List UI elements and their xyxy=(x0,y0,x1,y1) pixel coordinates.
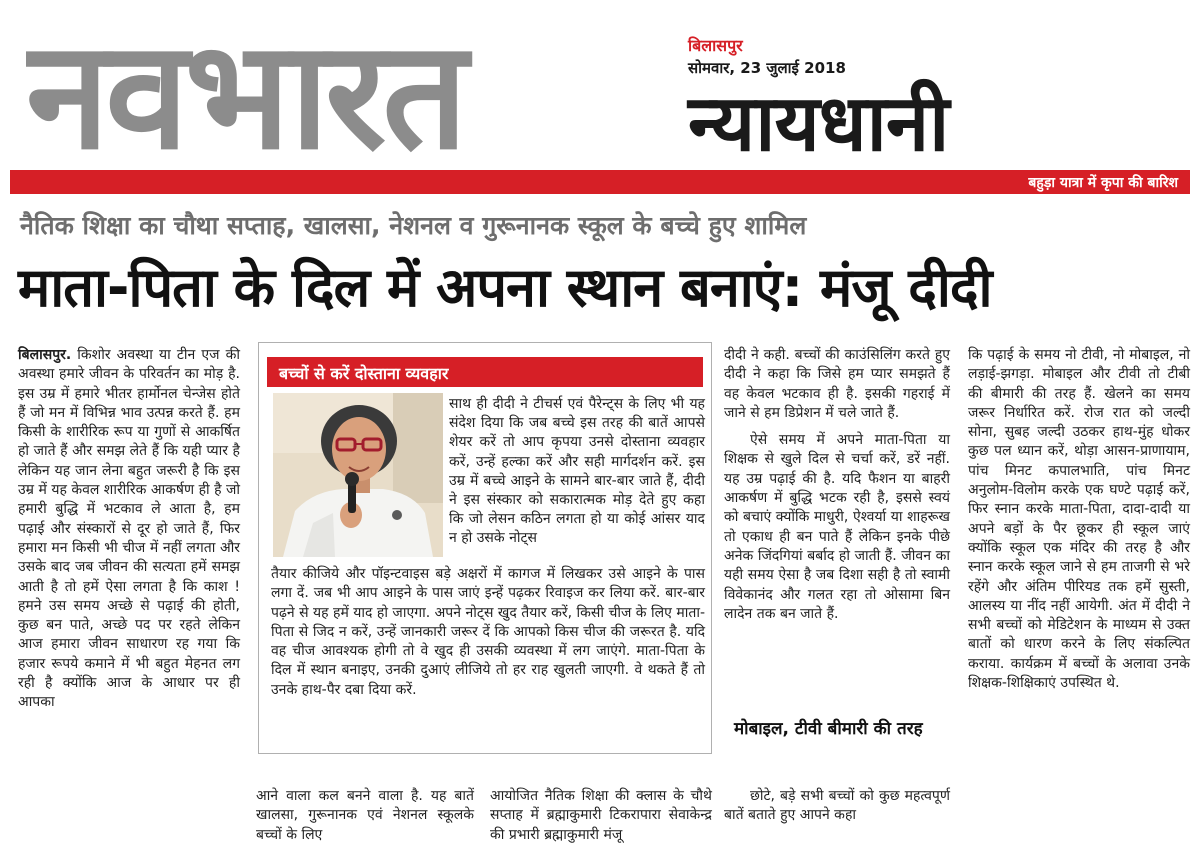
speaker-photo xyxy=(273,393,443,557)
newspaper-logo: नवभारत xyxy=(26,22,464,170)
sidebar-title: बच्चों से करें दोस्ताना व्यवहार xyxy=(279,364,449,383)
article-column-4-bottom: छोटे, बड़े सभी बच्चों को कुछ महत्वपूर्ण बातें बताते हुए आपने कहा xyxy=(724,788,950,824)
sidebar-title-bar xyxy=(267,357,703,387)
teaser-headline: बहुड़ा यात्रा में कृपा की बारिश xyxy=(1028,175,1178,191)
article-column-4 xyxy=(724,346,950,686)
article-headline: माता-पिता के दिल में अपना स्थान बनाएं: मंजू दीदी xyxy=(18,256,992,319)
article-column-3-bottom: आयोजित नैतिक शिक्षा की क्लास के चौथे सप्ताह में ब्रह्माकुमारी टिकरापारा सेवाकेन्द्र की प्रभारी ब्रह्माकुमारी मंजू xyxy=(490,788,712,843)
red-header-band xyxy=(10,170,1190,194)
column-4-paragraph-1: दीदी ने कही. बच्चों की काउंसिलिंग करते हुए दीदी ने कहा कि जिसे हम प्यार समझते हैं वह केवल भटकाव ही है. इसकी गहराई में जाने से हम डिप्रेशन में चले जाते हैं. xyxy=(724,347,950,421)
dateline: बिलासपुर. xyxy=(18,347,72,363)
edition-city: बिलासपुर xyxy=(688,36,743,55)
article-column-5: कि पढ़ाई के समय नो टीवी, नो मोबाइल, नो लड़ाई-झगड़ा. मोबाइल और टीवी तो टीबी की बीमारी की तरह हैं. खेलने का समय जरूर निर्धारित करें. रोज रात को जल्दी सोना, सुबह जल्दी उठकर हाथ-मुंह धोकर कुछ पल ध्यान करें, थोड़ा आसन-प्राणायाम, पांच मिनट कपालभाति, पांच मिनट अनुलोम-विलोम करके एक घण्टे पढ़ाई करें, फिर स्नान करके माता-पिता, दादा-दादी या अपने बड़ों के पैर छूकर ही स्कूल जाएं क्योंकि स्कूल एक मंदिर की तरह है और स्नान करके स्कूल जाने से हम ताजगी से भरे रहेंगे और अंतिम पीरियड तक हमें सुस्ती, आलस्य या नींद नहीं आयेगी. अंत में दीदी ने सभी बच्चों को मेडिटेशन के माध्यम से उक्त बातों को धारण करने के लिए संकल्पित कराया. कार्यक्रम में बच्चों के अलावा उनके शिक्षक-शिक्षिकाएं उपस्थित थे. xyxy=(968,347,1190,692)
article-column-2-bottom: आने वाला कल बनने वाला है. यह बातें खालसा, गुरूनानक एवं नेशनल स्कूलके बच्चों के लिए xyxy=(256,788,474,843)
article-kicker: नैतिक शिक्षा का चौथा सप्ताह, खालसा, नेशनल व गुरूनानक स्कूल के बच्चे हुए शामिल xyxy=(20,211,807,240)
column-1-text: किशोर अवस्था या टीन एज की अवस्था हमारे जीवन के परिवर्तन का मोड़ है. इस उम्र में हमारे भीतर हार्मोनल चेन्जेस होते हैं जो मन में विभिन्न भाव उत्पन्न करते हैं. हम किसी के शारीरिक रूप या गुणों से आकर्षित हो जाते हैं और समझ लेते हैं कि यही प्यार है लेकिन यह जान लेना बहुत जरूरी है कि इस उम्र में यह केवल शारीरिक आकर्षण ही है जो हमारी बुद्धि में भटकाव ले आता है, हम पढ़ाई और संस्कारों से दूर हो जाते हैं, फिर हमारा मन किसी भी चीज में नहीं लगता और उसके बाद जब जीवन की सत्यता हमें समझ आती है तो हमें ऐसा लगता है कि काश ! हमने उस समय अच्छे से पढ़ाई की होती, कुछ बन पाते, अच्छे पद पर रहते लेकिन आज हमारा जीवन साधारण रह गया कि हजार रूपये कमाने में भी बहुत मेहनत लग रही है क्योंकि आज के आधार पर ही आपका xyxy=(18,347,240,711)
column-4-paragraph-2: ऐसे समय में अपने माता-पिता या शिक्षक से खुले दिल से चर्चा करें, डरें नहीं. यह उम्र पढ़ाई की है. यदि फैशन या बाहरी आकर्षण में बुद्धि भटक रही है, इससे स्वयं को बचाएं क्योंकि माधुरी, ऐश्वर्या या शाहरूख तो एकाध ही बन पाते हैं लेकिन इनके पीछे अनेक जिंदगियां बर्बाद हो जाती हैं. जीवन का यही समय ऐसा है जब दिशा सही है तो स्वामी विवेकानंद और गलत रहा तो ओसामा बिन लादेन तक बन जाते हैं. xyxy=(724,432,950,622)
sidebar-box xyxy=(258,342,712,754)
column-4-subhead: मोबाइल, टीवी बीमारी की तरह xyxy=(734,719,923,739)
speaker-with-microphone-photo-icon xyxy=(273,393,443,557)
supplement-title: न्यायधानी xyxy=(688,79,949,169)
article-column-1 xyxy=(18,346,240,824)
edition-date: सोमवार, 23 जुलाई 2018 xyxy=(688,59,846,77)
sidebar-text-right: साथ ही दीदी ने टीचर्स एवं पैरेन्ट्स के लिए भी यह संदेश दिया कि जब बच्चे इस तरह की बातें आपसे शेयर करें तो आप कृपया उनसे दोस्ताना व्यवहार करें, उन्हें हल्का करें और सही मार्गदर्शन करें. इस उम्र में बच्चे आइने के सामने बार-बार जाते हैं, दीदी ने इस संस्कार को सकारात्मक मोड़ देते हुए कहा कि जो लेसन कठिन लगता हो या कोई आंसर याद न हो उसके नोट्स xyxy=(449,396,705,547)
sidebar-text-full: तैयार कीजिये और पॉइन्टवाइस बड़े अक्षरों में कागज में लिखकर उसे आइने के पास लगा दें. जब भी आप आइने के पास जाएं इन्हें पढ़कर रिवाइज कर लिया करें. बार-बार पढ़ने से यह हमें याद हो जाएगा. अपने नोट्स खुद तैयार करें, किसी चीज के लिए माता-पिता से जिद न करें, उन्हें जानकारी जरूर दें कि आपको किस चीज की जरूरत है. यदि वह चीज आवश्यक होगी तो वे खुद ही उसकी व्यवस्था में लग जाएंगे. माता-पिता के दिल में स्थान बनाइए, उनकी दुआएं लीजिये तो हर राह खुलती जाएगी. वे थकते हैं तो उनके हाथ-पैर दबा दिया करें. xyxy=(271,566,705,698)
